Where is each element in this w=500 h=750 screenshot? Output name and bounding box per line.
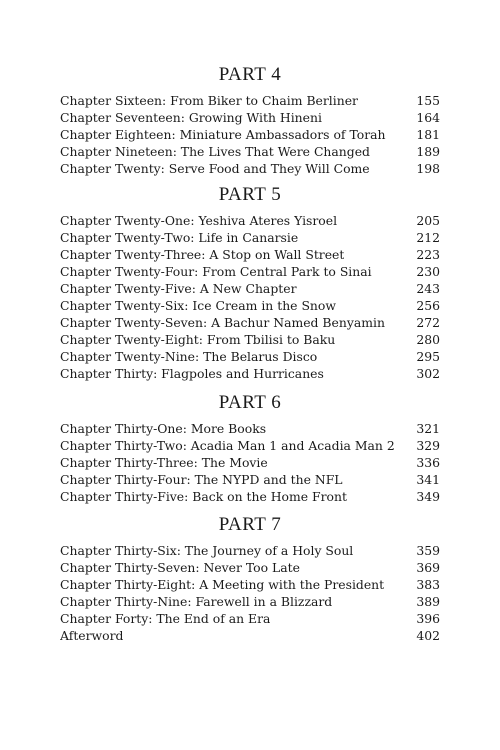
page-number: 212 — [416, 230, 440, 245]
toc-entry[interactable] — [60, 229, 440, 246]
page-number: 164 — [416, 110, 440, 125]
chapter-title: Chapter Twenty-Nine: The Belarus Disco — [60, 349, 318, 364]
page-number: 389 — [416, 594, 440, 609]
toc-entry[interactable] — [60, 454, 440, 471]
chapter-title: Chapter Nineteen: The Lives That Were Changed — [60, 144, 370, 159]
chapter-title: Chapter Twenty-Seven: A Bachur Named Benyamin — [60, 315, 385, 330]
page-number: 155 — [416, 93, 440, 108]
chapter-title: Chapter Twenty-Eight: From Tbilisi to Baku — [60, 332, 336, 347]
page-number: 336 — [416, 455, 440, 470]
part-heading: PART 7 — [218, 514, 282, 535]
page-number: 329 — [416, 438, 440, 453]
page-number: 383 — [416, 577, 440, 592]
toc-entry[interactable] — [60, 348, 440, 365]
chapter-title: Chapter Twenty-Two: Life in Canarsie — [60, 230, 299, 245]
toc-entry[interactable] — [60, 314, 440, 331]
page-number: 369 — [416, 560, 440, 575]
part-6-section — [60, 392, 440, 505]
page-number: 359 — [416, 543, 440, 558]
page-number: 223 — [416, 247, 440, 262]
toc-entry[interactable] — [60, 576, 440, 593]
chapter-title: Chapter Twenty-Four: From Central Park to Sinai — [60, 264, 372, 279]
toc-entry[interactable] — [60, 593, 440, 610]
toc-entry[interactable] — [60, 610, 440, 627]
toc-entry[interactable] — [60, 365, 440, 382]
chapter-title: Afterword — [60, 628, 124, 643]
chapter-title: Chapter Twenty-Six: Ice Cream in the Snow — [60, 298, 336, 313]
page-number: 181 — [416, 127, 440, 142]
page-number: 295 — [416, 349, 440, 364]
toc-entry[interactable] — [60, 109, 440, 126]
toc-entry[interactable] — [60, 297, 440, 314]
page-number: 349 — [416, 489, 440, 504]
chapter-title: Chapter Eighteen: Miniature Ambassadors of Torah — [60, 127, 386, 142]
part-7-section — [60, 514, 440, 644]
chapter-title: Chapter Seventeen: Growing With Hineni — [60, 110, 322, 125]
part-heading: PART 4 — [218, 64, 282, 85]
page-number: 321 — [416, 421, 440, 436]
toc-entry[interactable] — [60, 160, 440, 177]
chapter-title: Chapter Thirty-Three: The Movie — [60, 455, 268, 470]
toc-entry[interactable] — [60, 92, 440, 109]
toc-entry[interactable] — [60, 471, 440, 488]
part-4-section — [60, 64, 440, 177]
chapter-title: Chapter Thirty-Two: Acadia Man 1 and Acadia Man 2 — [60, 438, 395, 453]
toc-entry[interactable] — [60, 212, 440, 229]
part-heading: PART 6 — [218, 392, 282, 413]
page-number: 280 — [416, 332, 440, 347]
page-number: 243 — [416, 281, 440, 296]
chapter-title: Chapter Thirty-Six: The Journey of a Holy Soul — [60, 543, 354, 558]
chapter-title: Chapter Twenty: Serve Food and They Will Come — [60, 161, 370, 176]
toc-entry[interactable] — [60, 559, 440, 576]
page-number: 198 — [416, 161, 440, 176]
page-number: 396 — [416, 611, 440, 626]
page-number: 205 — [416, 213, 440, 228]
chapter-title: Chapter Thirty-Four: The NYPD and the NFL — [60, 472, 343, 487]
toc-entry[interactable] — [60, 280, 440, 297]
toc-entry[interactable] — [60, 246, 440, 263]
toc-entry[interactable] — [60, 126, 440, 143]
chapter-title: Chapter Twenty-Five: A New Chapter — [60, 281, 297, 296]
chapter-title: Chapter Thirty-Five: Back on the Home Front — [60, 489, 347, 504]
chapter-title: Chapter Thirty-Eight: A Meeting with the President — [60, 577, 385, 592]
page-number: 272 — [416, 315, 440, 330]
chapter-title: Chapter Thirty-Seven: Never Too Late — [60, 560, 300, 575]
page-number: 302 — [416, 366, 440, 381]
toc-entry[interactable] — [60, 488, 440, 505]
toc-entry[interactable] — [60, 331, 440, 348]
chapter-title: Chapter Thirty-One: More Books — [60, 421, 267, 436]
toc-entry[interactable] — [60, 542, 440, 559]
toc-entry[interactable] — [60, 627, 440, 644]
chapter-title: Chapter Twenty-One: Yeshiva Ateres Yisroel — [60, 213, 338, 228]
page-number: 189 — [416, 144, 440, 159]
chapter-title: Chapter Twenty-Three: A Stop on Wall Street — [60, 247, 345, 262]
toc-entry[interactable] — [60, 420, 440, 437]
page-number: 402 — [416, 628, 440, 643]
toc-entry[interactable] — [60, 437, 440, 454]
part-5-section — [60, 184, 440, 382]
page-number: 230 — [416, 264, 440, 279]
chapter-title: Chapter Thirty-Nine: Farewell in a Blizzard — [60, 594, 333, 609]
chapter-title: Chapter Forty: The End of an Era — [60, 611, 271, 626]
page-number: 256 — [416, 298, 440, 313]
page-number: 341 — [416, 472, 440, 487]
chapter-title: Chapter Sixteen: From Biker to Chaim Berliner — [60, 93, 358, 108]
toc-entry[interactable] — [60, 143, 440, 160]
part-heading: PART 5 — [218, 184, 282, 205]
toc-entry[interactable] — [60, 263, 440, 280]
chapter-title: Chapter Thirty: Flagpoles and Hurricanes — [60, 366, 324, 381]
